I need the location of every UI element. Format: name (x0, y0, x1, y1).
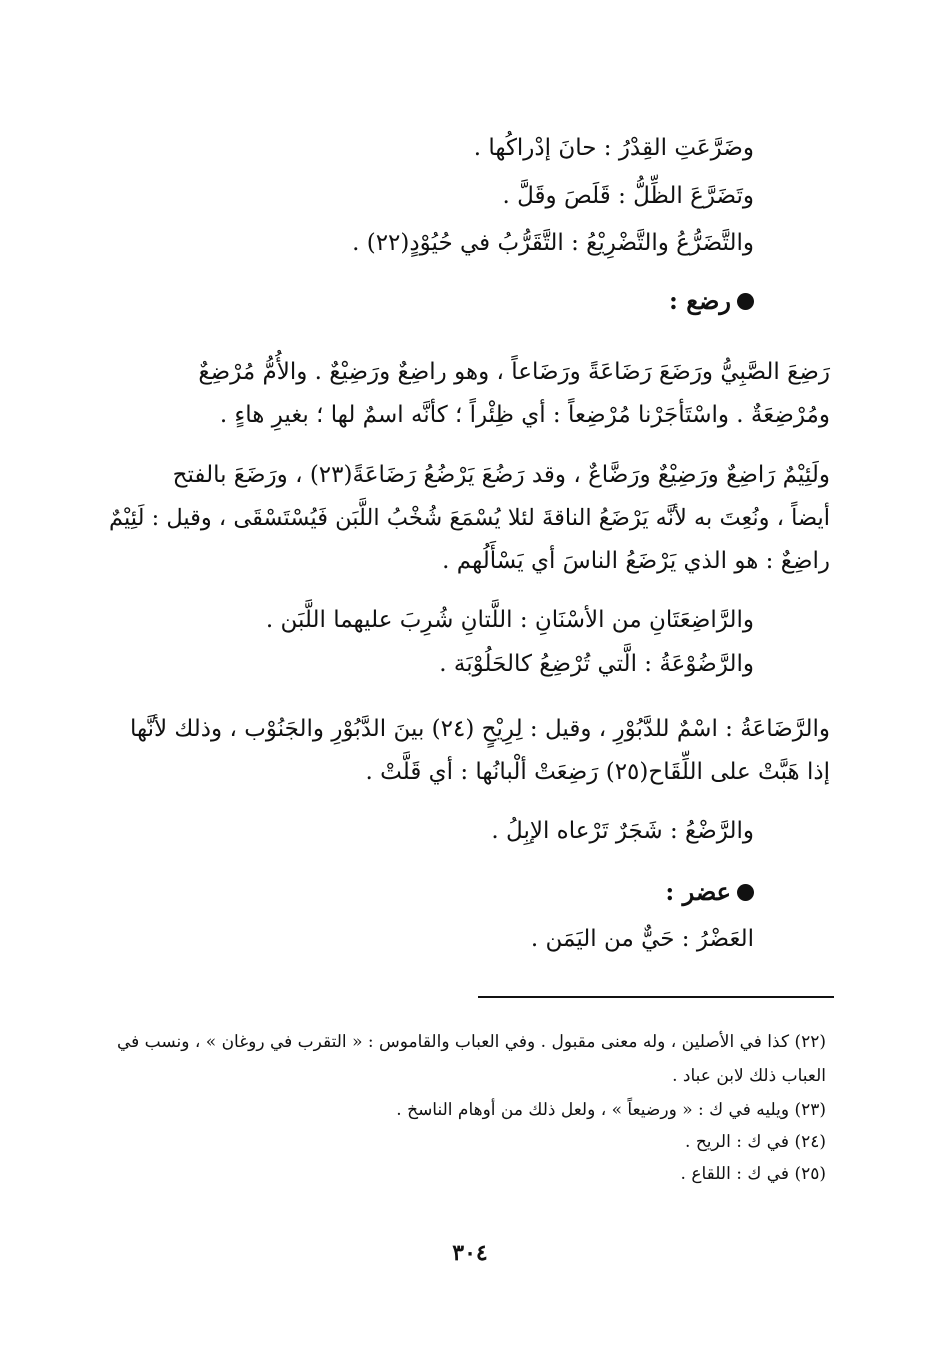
entry-line: والرَّضُوْعَةُ : الَّتي تُرْضِعُ كالحَلُوْبَة . (439, 651, 754, 677)
root-heading (665, 877, 754, 907)
entry-line: والرَّضْعُ : شَجَرٌ تَرْعاه الإبِلُ . (491, 818, 754, 844)
entry-line: ولَئِيْمٌ رَاضِعٌ ورَضِيْعٌ ورَضَّاعٌ ، وقد رَضُعَ يَرْضُعُ رَضَاعَةً(٢٣) ، ورَضَعَ بالفتح (172, 462, 830, 488)
entry-line: راضِعٌ : هو الذي يَرْضَعُ الناسَ أي يَسْأَلُهم . (442, 548, 830, 574)
footnote: (٢٤) في ك : الريح . (685, 1132, 826, 1152)
page-number: ٣٠٤ (452, 1240, 488, 1266)
entry-line: والرَّضَاعَةُ : اسْمٌ للدَّبُوْرِ ، وقيل : لِرِيْحٍ (٢٤) بينَ الدَّبُوْرِ والجَنُوْب ، وذلك لأنَّها (129, 716, 830, 742)
entry-line: العَضْرُ : حَيٌّ من اليَمَن . (530, 926, 754, 952)
bullet-dot-icon (737, 884, 754, 901)
entry-line: إذا هَبَّتْ على اللِّقَاح(٢٥) رَضِعَتْ ألْبانُها : أي قَلَّتْ . (365, 759, 830, 785)
entry-line: رَضِعَ الصَّبِيُّ ورَضَعَ رَضَاعَةً ورَضَاعاً ، وهو راضِعٌ ورَضِيْعٌ . والأُمُّ مُرْضِعٌ (198, 359, 830, 385)
entry-line: ومُرْضِعَةٌ . واسْتَأجَرْنا مُرْضِعاً : أي ظِئْراً ؛ كأنَّه اسمٌ لها ؛ بغيرِ هاءٍ . (219, 402, 830, 428)
root-heading-label: رضع : (669, 286, 731, 315)
root-heading-label: عضر : (665, 877, 731, 906)
footnote-divider (478, 996, 834, 998)
footnote: (٢٥) في ك : اللقاع . (680, 1164, 826, 1184)
footnote: العباب ذلك لابن عباد . (672, 1066, 826, 1086)
footnote: (٢٢) كذا في الأصلين ، وله معنى مقبول . وفي العباب والقاموس : « التقرب في روغان » ، ونسب في (116, 1032, 826, 1052)
entry-line: أيضاً ، ونُعِتَ به لأنَّه يَرْضَعُ الناقةَ لئلا يُسْمَعَ شُخْبُ اللَّبَن فَيُسْتَسْقَى ، وقيل : لَئِيْمٌ (109, 505, 830, 531)
entry-line: والتَّضَرُّعُ والتَّضْرِيْعُ : التَّقَرُّبُ في حُيُوْدٍ(٢٢) . (352, 230, 754, 256)
entry-line: وضَرَّعَتِ القِدْرُ : حانَ إدْراكُها . (473, 135, 754, 161)
footnote: (٢٣) ويليه في ك : « ورضيعاً » ، ولعل ذلك من أوهام الناسخ . (396, 1100, 826, 1120)
root-heading (669, 286, 754, 316)
bullet-dot-icon (737, 293, 754, 310)
entry-line: وتَضَرَّعَ الظِّلُّ : قَلَصَ وقَلَّ . (502, 183, 754, 209)
entry-line: والرَّاضِعَتَانِ من الأسْنَانِ : اللَّتانِ شُرِبَ عليهما اللَّبَن . (265, 607, 754, 633)
